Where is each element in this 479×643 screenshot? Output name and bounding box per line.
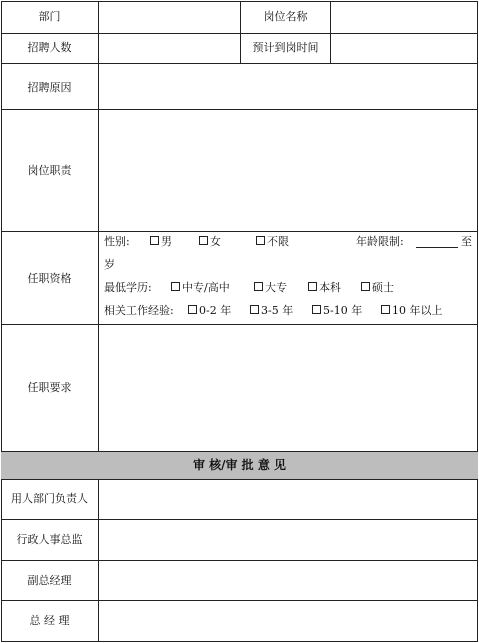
education-label: 最低学历: <box>104 281 152 294</box>
checkbox-icon <box>381 305 390 314</box>
headcount-label: 招聘人数 <box>27 41 72 54</box>
checkbox-icon <box>171 282 180 291</box>
education-option: 硕士 <box>372 281 394 294</box>
experience-3-5-checkbox[interactable] <box>250 304 293 318</box>
gender-option: 男 <box>161 235 172 248</box>
checkbox-icon <box>199 236 208 245</box>
education-option: 本科 <box>319 281 341 294</box>
headcount-field[interactable] <box>99 34 239 62</box>
reason-field[interactable] <box>99 64 476 108</box>
position-label: 岗位名称 <box>263 10 308 23</box>
table-border <box>1 641 478 642</box>
experience-label: 相关工作经验: <box>104 304 174 317</box>
duties-field[interactable] <box>99 110 476 230</box>
experience-option: 0-2 年 <box>199 304 232 317</box>
admin-hr-director-label: 行政人事总监 <box>16 533 83 546</box>
gm-signature-field[interactable] <box>99 601 476 640</box>
approval-title: 审 核/审 批 意 见 <box>192 458 287 472</box>
checkbox-icon <box>188 305 197 314</box>
requirements-field[interactable] <box>99 325 476 450</box>
education-secondary-checkbox[interactable] <box>171 281 230 295</box>
deputy-gm-signature-field[interactable] <box>99 561 476 599</box>
gender-label: 性别: <box>104 235 130 248</box>
education-college-checkbox[interactable] <box>254 281 287 295</box>
education-option: 中专/高中 <box>182 281 230 294</box>
deputy-gm-label: 副总经理 <box>27 574 72 587</box>
experience-0-2-checkbox[interactable] <box>188 304 231 318</box>
education-bachelor-checkbox[interactable] <box>308 281 341 295</box>
admin-hr-signature-field[interactable] <box>99 520 476 559</box>
experience-option: 10 年以上 <box>392 304 443 317</box>
gender-female-checkbox[interactable] <box>199 235 221 249</box>
age-label: 年龄限制: <box>356 235 404 248</box>
dept-head-label: 用人部门负责人 <box>11 492 88 505</box>
age-to: 至 <box>461 235 472 248</box>
checkbox-icon <box>312 305 321 314</box>
gender-option: 不限 <box>267 235 289 248</box>
checkbox-icon <box>150 236 159 245</box>
gender-any-checkbox[interactable] <box>256 235 289 249</box>
checkbox-icon <box>256 236 265 245</box>
reason-label: 招聘原因 <box>27 81 72 94</box>
dept-head-signature-field[interactable] <box>99 480 476 518</box>
education-master-checkbox[interactable] <box>361 281 394 295</box>
checkbox-icon <box>361 282 370 291</box>
experience-option: 5-10 年 <box>323 304 363 317</box>
checkbox-icon <box>308 282 317 291</box>
experience-option: 3-5 年 <box>261 304 294 317</box>
checkbox-icon <box>250 305 259 314</box>
experience-10plus-checkbox[interactable] <box>381 304 443 318</box>
qualification-label: 任职资格 <box>27 272 72 285</box>
table-border <box>1 231 478 232</box>
dept-label: 部门 <box>38 10 61 23</box>
arrival-time-field[interactable] <box>331 34 476 62</box>
dept-field[interactable] <box>99 2 239 32</box>
duties-label: 岗位职责 <box>27 164 72 177</box>
age-unit: 岁 <box>104 258 115 271</box>
table-border <box>477 1 478 642</box>
gender-option: 女 <box>210 235 221 248</box>
age-min-field[interactable] <box>416 247 458 248</box>
position-field[interactable] <box>331 2 476 32</box>
checkbox-icon <box>254 282 263 291</box>
gender-male-checkbox[interactable] <box>150 235 172 249</box>
requirements-label: 任职要求 <box>27 381 72 394</box>
gm-label: 总 经 理 <box>29 614 70 627</box>
education-option: 大专 <box>265 281 287 294</box>
arrival-time-label: 预计到岗时间 <box>252 41 319 54</box>
experience-5-10-checkbox[interactable] <box>312 304 362 318</box>
